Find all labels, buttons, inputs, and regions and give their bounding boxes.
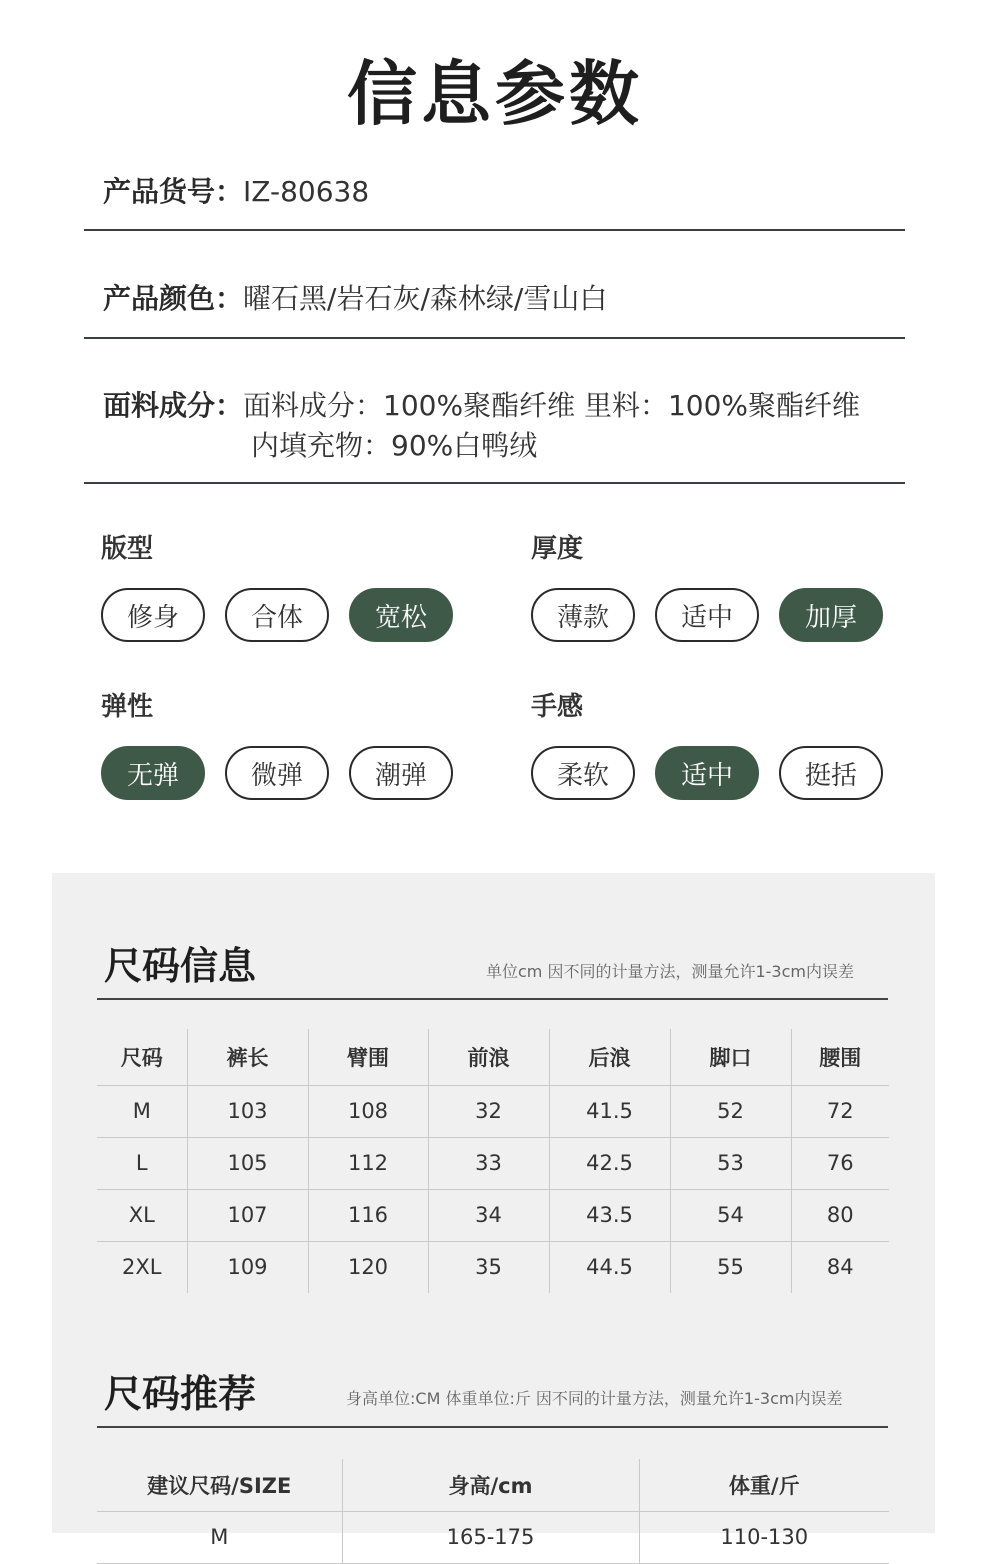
info-fabric	[103, 386, 861, 462]
divider	[84, 337, 905, 339]
attr-title-thickness: 厚度	[531, 534, 584, 564]
table-header-cell: 体重/斤	[639, 1459, 889, 1511]
info-value: 曜石黑/岩石灰/森林绿/雪山白	[243, 282, 608, 315]
table-cell: 107	[187, 1189, 308, 1241]
info-value-line2: 内填充物：90%白鸭绒	[251, 429, 538, 462]
section-divider	[97, 1426, 888, 1428]
divider	[84, 229, 905, 231]
table-cell: 42.5	[549, 1137, 670, 1189]
pill-thickness[interactable]: 适中	[655, 588, 759, 642]
attr-title-elasticity: 弹性	[101, 692, 154, 722]
size-panel	[52, 873, 935, 1549]
table-cell: XL	[97, 1189, 187, 1241]
table-row	[97, 1085, 889, 1137]
pill-fit[interactable]: 合体	[225, 588, 329, 642]
table-cell: M	[97, 1085, 187, 1137]
table-cell: 35	[428, 1241, 549, 1293]
table-header-row	[97, 1029, 889, 1085]
divider	[84, 482, 905, 484]
page-title: 信息参数	[347, 53, 643, 135]
table-header-row	[97, 1459, 889, 1511]
table-cell: 33	[428, 1137, 549, 1189]
table-cell: 84	[791, 1241, 889, 1293]
info-item-no	[103, 172, 369, 212]
table-header-cell: 裤长	[187, 1029, 308, 1085]
table-cell: 72	[791, 1085, 889, 1137]
section-divider	[97, 998, 888, 1000]
pill-feel[interactable]: 适中	[655, 746, 759, 800]
table-row	[97, 1241, 889, 1293]
table-header-cell: 脚口	[670, 1029, 791, 1085]
size-info-table	[97, 1029, 889, 1293]
table-cell: 43.5	[549, 1189, 670, 1241]
table-cell: 105	[187, 1137, 308, 1189]
table-cell: 32	[428, 1085, 549, 1137]
table-row	[97, 1511, 889, 1563]
table-header-cell: 臂围	[308, 1029, 428, 1085]
pill-thickness[interactable]: 加厚	[779, 588, 883, 642]
table-header-cell: 建议尺码/SIZE	[97, 1459, 342, 1511]
table-cell: 103	[187, 1085, 308, 1137]
info-value: IZ-80638	[243, 175, 370, 208]
table-cell: 165-175	[342, 1511, 639, 1563]
attr-title-fit: 版型	[101, 534, 154, 564]
pill-fit[interactable]: 修身	[101, 588, 205, 642]
table-row	[97, 1189, 889, 1241]
table-cell: 76	[791, 1137, 889, 1189]
pill-elasticity[interactable]: 潮弹	[349, 746, 453, 800]
size-info-note: 单位cm 因不同的计量方法，测量允许1-3cm内误差	[486, 962, 854, 981]
table-cell: M	[97, 1511, 342, 1563]
table-cell: 44.5	[549, 1241, 670, 1293]
table-cell: 120	[308, 1241, 428, 1293]
table-cell: L	[97, 1137, 187, 1189]
table-cell: 53	[670, 1137, 791, 1189]
pill-feel[interactable]: 柔软	[531, 746, 635, 800]
table-header-cell: 尺码	[97, 1029, 187, 1085]
table-cell: 108	[308, 1085, 428, 1137]
table-cell: 54	[670, 1189, 791, 1241]
info-colors	[103, 279, 607, 319]
table-cell: 116	[308, 1189, 428, 1241]
size-rec-table	[97, 1459, 889, 1564]
table-header-cell: 身高/cm	[342, 1459, 639, 1511]
table-row	[97, 1137, 889, 1189]
table-cell: 34	[428, 1189, 549, 1241]
info-label: 面料成分：	[103, 389, 244, 422]
table-cell: 80	[791, 1189, 889, 1241]
size-info-title: 尺码信息	[104, 944, 257, 988]
table-cell: 2XL	[122, 1255, 162, 1280]
pill-elasticity[interactable]: 无弹	[101, 746, 205, 800]
table-cell: 52	[670, 1085, 791, 1137]
table-header-cell: 腰围	[791, 1029, 889, 1085]
pill-elasticity[interactable]: 微弹	[225, 746, 329, 800]
table-header-cell: 后浪	[549, 1029, 670, 1085]
size-rec-note: 身高单位:CM 体重单位:斤 因不同的计量方法，测量允许1-3cm内误差	[346, 1389, 843, 1408]
table-cell: 55	[670, 1241, 791, 1293]
pill-fit[interactable]: 宽松	[349, 588, 453, 642]
pill-thickness[interactable]: 薄款	[531, 588, 635, 642]
attr-title-feel: 手感	[531, 692, 584, 722]
size-rec-title: 尺码推荐	[104, 1372, 257, 1416]
pill-feel[interactable]: 挺括	[779, 746, 883, 800]
table-header-cell: 前浪	[428, 1029, 549, 1085]
info-label: 产品颜色：	[103, 282, 244, 315]
info-value: 面料成分：100%聚酯纤维 里料：100%聚酯纤维	[243, 389, 861, 422]
table-cell: 109	[187, 1241, 308, 1293]
table-cell: 112	[308, 1137, 428, 1189]
info-label: 产品货号：	[103, 175, 244, 208]
table-cell: 110-130	[639, 1511, 889, 1563]
table-cell: 41.5	[549, 1085, 670, 1137]
